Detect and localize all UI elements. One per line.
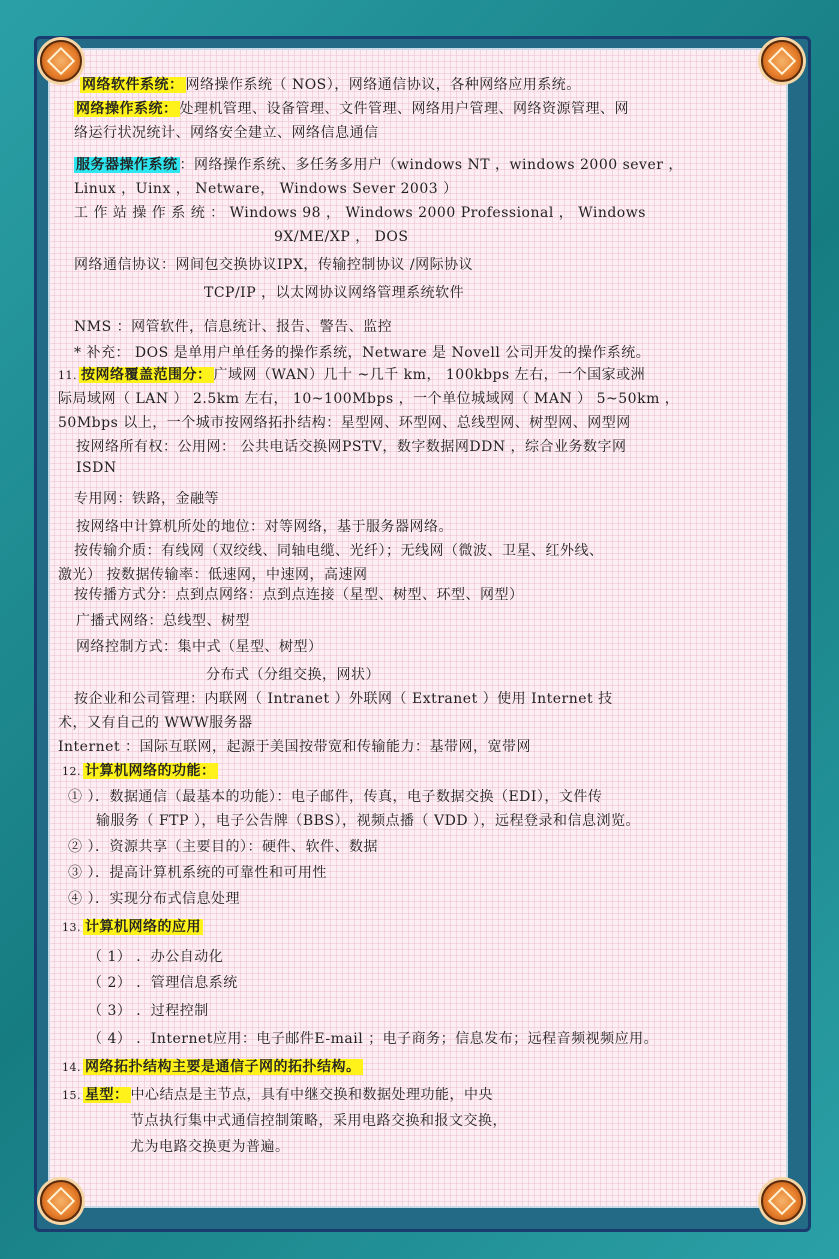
line-text: ：网络操作系统、多任务多用户（windows NT ，windows 2000 sever ， <box>179 157 683 173</box>
corner-ornament-icon <box>40 1180 82 1222</box>
line-text: 专用网：铁路，金融等 <box>74 491 219 507</box>
corner-ornament-icon <box>40 40 82 82</box>
line-text: 处理机管理、设备管理、文件管理、网络用户管理、网络资源管理、网 <box>179 101 629 117</box>
text-line <box>74 98 629 118</box>
text-line <box>68 888 240 908</box>
line-text: 输服务（ FTP ），电子公告牌（BBS），视频点播（ VDD ），远程登录和信息浏览。 <box>96 813 640 829</box>
text-line <box>58 412 631 432</box>
line-text: （ 2） ．管理信息系统 <box>88 975 238 991</box>
text-line <box>74 154 683 174</box>
line-text: 网络操作系统（ NOS），网络通信协议，各种网络应用系统。 <box>185 77 581 93</box>
text-line <box>76 460 117 476</box>
line-text: 节点执行集中式通信控制策略，采用电路交换和报文交换， <box>130 1113 507 1129</box>
line-text: 术，又有自己的 WWW服务器 <box>58 715 253 731</box>
line-text: 按企业和公司管理：内联网（ Intranet ）外联网（ Extranet ）使用 Internet 技 <box>74 691 613 707</box>
text-line <box>58 364 645 384</box>
text-line <box>96 810 640 830</box>
text-line <box>58 564 367 584</box>
text-line <box>76 636 323 656</box>
line-text: 激光） 按数据传输率：低速网，中速网，高速网 <box>58 567 368 583</box>
line-text: （ 4） ．Internet应用：电子邮件E-mail ；电子商务；信息发布；远程音频视频应用。 <box>88 1031 659 1047</box>
line-text: （ 3） ．过程控制 <box>88 1003 209 1019</box>
text-line <box>206 664 380 684</box>
line-text: 尤为电路交换更为普遍。 <box>130 1139 290 1155</box>
highlighted-heading: 计算机网络的功能： <box>85 763 216 779</box>
line-text: TCP/IP ，以太网协议网络管理系统软件 <box>204 285 465 301</box>
text-line <box>88 1028 658 1048</box>
highlighted-heading: 网络操作系统： <box>76 101 178 117</box>
text-line <box>76 436 627 456</box>
line-text: Internet ：国际互联网，起源于美国按带宽和传输能力：基带网，宽带网 <box>58 739 532 755</box>
line-text: ② ）．资源共享（主要目的）：硬件、软件、数据 <box>68 839 378 855</box>
line-text: （ 1） ．办公自动化 <box>88 949 224 965</box>
line-text: ① ）．数据通信（最基本的功能）：电子邮件，传真，电子数据交换（EDI），文件传 <box>68 789 603 805</box>
line-text: 广播式网络：总线型、树型 <box>76 613 250 629</box>
text-line <box>58 388 679 408</box>
line-text: Linux ，Uinx ， Netware， Windows Sever 2003 ） <box>74 181 458 197</box>
text-line <box>62 760 218 780</box>
line-text: NMS ：网管软件，信息统计、报告、警告、监控 <box>74 319 393 335</box>
line-text: 9X/ME/XP ， DOS <box>274 229 409 245</box>
text-line <box>68 786 602 806</box>
text-line <box>68 862 327 882</box>
line-text: 工 作 站 操 作 系 统 ： Windows 98 ， Windows 2000 Professional ， Windows <box>74 205 646 221</box>
text-line <box>74 122 379 142</box>
text-line <box>62 1084 493 1104</box>
text-line <box>58 712 253 732</box>
line-text: 广域网（WAN）几十 ~几千 km， 100kbps 左右，一个国家或洲 <box>213 367 646 383</box>
text-line <box>88 972 238 992</box>
text-line <box>76 610 250 630</box>
text-line <box>130 1110 507 1130</box>
text-line <box>62 916 203 936</box>
line-text: 网络控制方式：集中式（星型、树型） <box>76 639 323 655</box>
text-line <box>74 202 646 222</box>
corner-ornament-icon <box>761 1180 803 1222</box>
section-number: 14. <box>62 1061 81 1074</box>
section-number: 11. <box>58 369 77 382</box>
highlighted-heading: 服务器操作系统 <box>76 157 178 173</box>
line-text: 按传输介质：有线网（双绞线、同轴电缆、光纤）；无线网（微波、卫星、红外线、 <box>74 543 604 559</box>
line-text: 50Mbps 以上，一个城市按网络拓扑结构：星型网、环型网、总线型网、树型网、网型网 <box>58 415 631 431</box>
text-line <box>74 540 604 560</box>
text-line <box>74 488 219 508</box>
text-line <box>74 342 650 362</box>
text-line <box>74 254 473 274</box>
text-line <box>88 946 223 966</box>
line-text: 中心结点是主节点，具有中继交换和数据处理功能，中央 <box>130 1087 493 1103</box>
highlighted-heading: 网络软件系统： <box>82 77 184 93</box>
text-line <box>74 688 613 708</box>
text-line <box>204 282 464 302</box>
text-line <box>62 1056 363 1076</box>
section-number: 13. <box>62 921 81 934</box>
text-line <box>274 226 408 246</box>
line-text: * 补充： DOS 是单用户单任务的操作系统，Netware 是 Novell 公司开发的操作系统。 <box>74 345 651 361</box>
corner-ornament-icon <box>761 40 803 82</box>
text-line <box>76 516 453 536</box>
section-number: 15. <box>62 1089 81 1102</box>
line-text: 际局域网（ LAN ） 2.5km 左右， 10~100Mbps ，一个单位城域网（ MAN ） 5~50km ， <box>58 391 680 407</box>
line-text: 按网络中计算机所处的地位：对等网络，基于服务器网络。 <box>76 519 453 535</box>
section-number: 12. <box>62 765 81 778</box>
highlighted-heading: 按网络覆盖范围分： <box>81 367 212 383</box>
text-line <box>74 178 458 198</box>
line-text: 按传播方式分：点到点网络：点到点连接（星型、树型、环型、网型） <box>74 587 524 603</box>
line-text: 络运行状况统计、网络安全建立、网络信息通信 <box>74 125 379 141</box>
line-text: ③ ）．提高计算机系统的可靠性和可用性 <box>68 865 327 881</box>
line-text: ISDN <box>76 460 117 476</box>
text-line <box>130 1136 290 1156</box>
line-text: 网络通信协议：网间包交换协议IPX，传输控制协议 /网际协议 <box>74 257 474 273</box>
text-line <box>74 316 392 336</box>
text-line <box>68 836 378 856</box>
text-line <box>74 584 524 604</box>
line-text: 分布式（分组交换，网状） <box>206 667 380 683</box>
line-text: ④ ）．实现分布式信息处理 <box>68 891 240 907</box>
text-line <box>58 736 531 756</box>
highlighted-heading: 网络拓扑结构主要是通信子网的拓扑结构。 <box>85 1059 361 1075</box>
line-text: 按网络所有权：公用网： 公共电话交换网PSTV，数字数据网DDN ，综合业务数字网 <box>76 439 627 455</box>
text-line <box>80 74 581 94</box>
text-line <box>88 1000 209 1020</box>
highlighted-heading: 计算机网络的应用 <box>85 919 201 935</box>
highlighted-heading: 星型： <box>85 1087 129 1103</box>
